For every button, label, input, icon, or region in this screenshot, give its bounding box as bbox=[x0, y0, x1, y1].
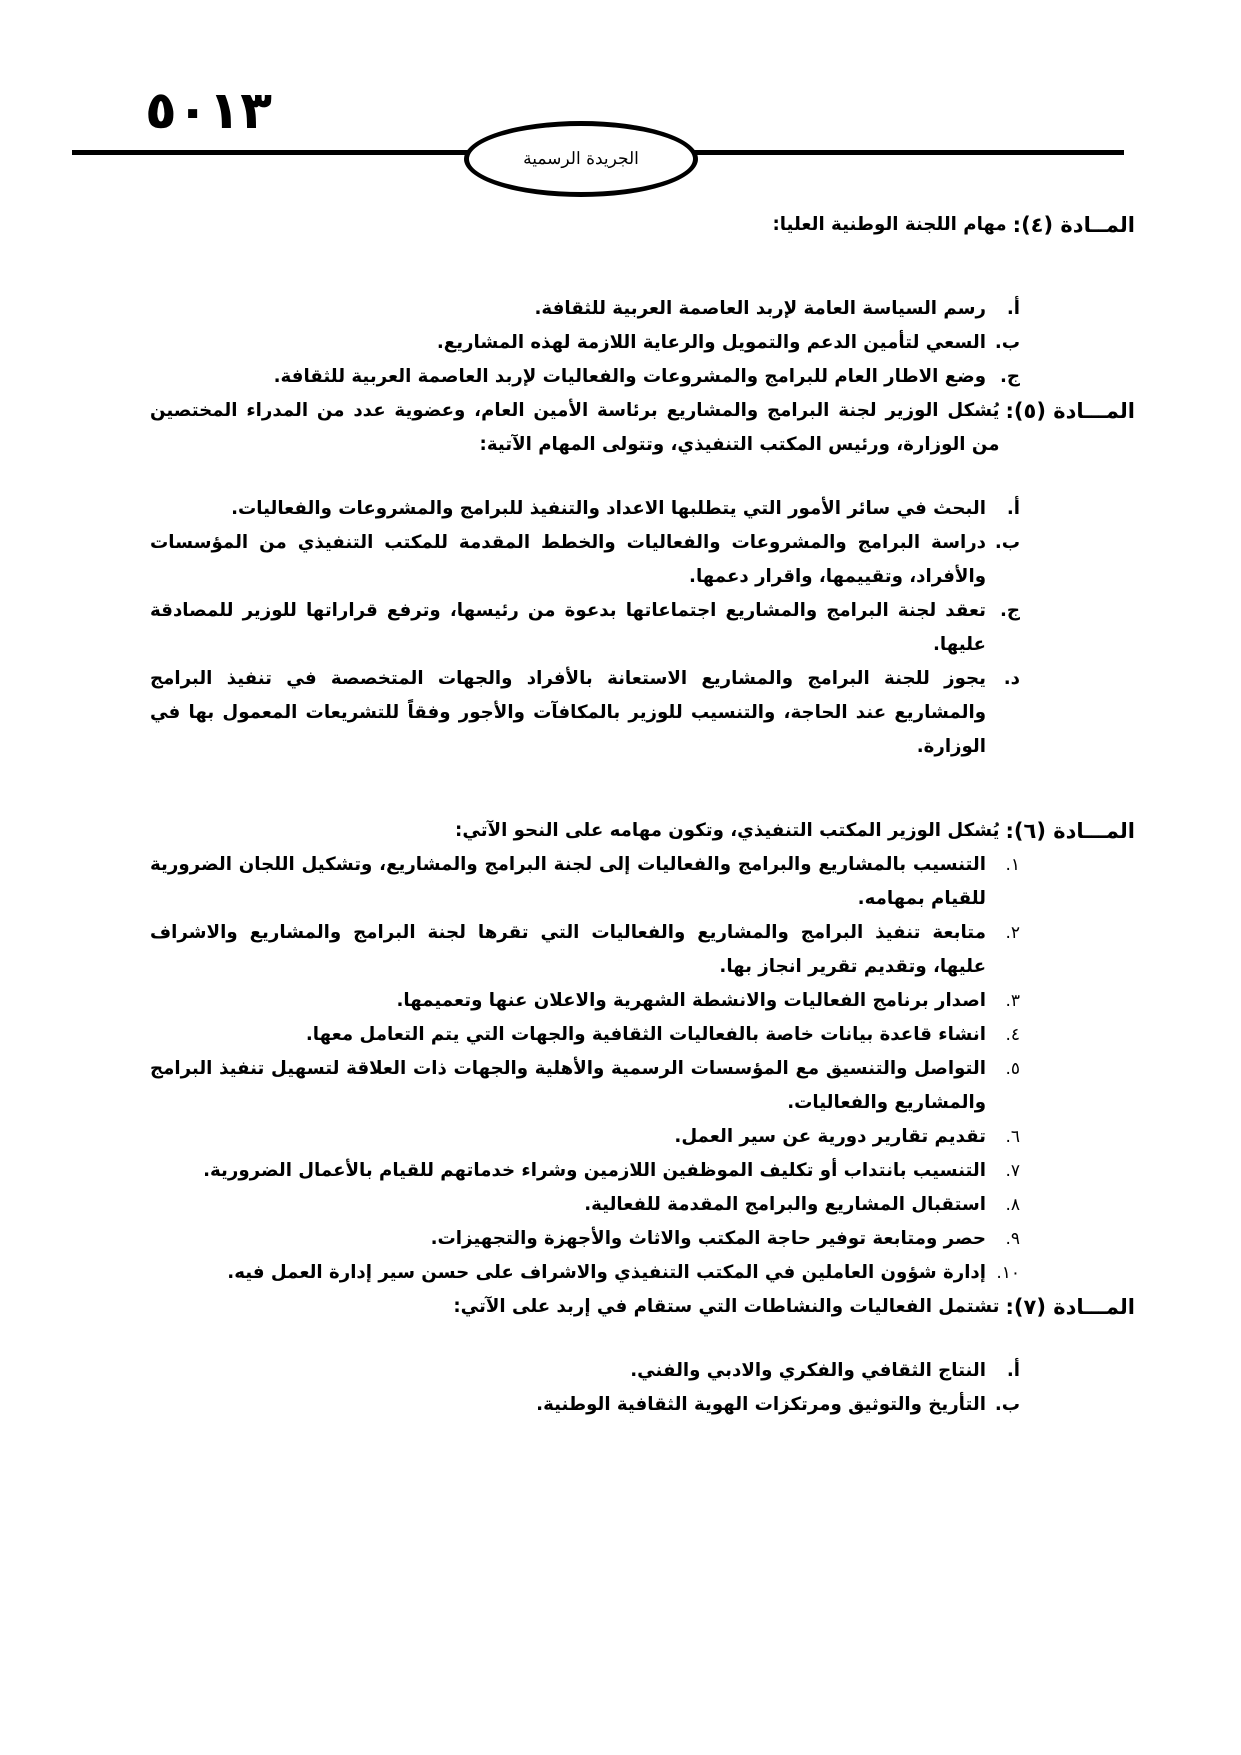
list-item bbox=[150, 1256, 1020, 1290]
item-marker: د. bbox=[1003, 668, 1020, 689]
article-6-items bbox=[150, 848, 1020, 1290]
article-5-heading bbox=[150, 394, 1135, 462]
item-marker: ب. bbox=[994, 332, 1020, 353]
article-6-label: المـــادة (٦): bbox=[1005, 819, 1135, 843]
article-4-label: المــادة (٤): bbox=[1012, 213, 1135, 237]
item-marker: ٥. bbox=[1005, 1059, 1020, 1079]
page-number: ٥٠١٣ bbox=[145, 81, 272, 141]
item-text: استقبال المشاريع والبرامج المقدمة للفعالية. bbox=[584, 1194, 986, 1215]
item-text: يجوز للجنة البرامج والمشاريع الاستعانة بالأفراد والجهات المتخصصة في تنفيذ البرامج والمشاريع عند الحاجة، والتنسيب للوزير بالمكافآت والأجور وفقاً للتشريعات المعمول بها في الوزارة. bbox=[150, 668, 986, 757]
article-6-title: يُشكل الوزير المكتب التنفيذي، وتكون مهامه على النحو الآتي: bbox=[455, 820, 1000, 841]
item-marker: ١٠. bbox=[996, 1263, 1020, 1283]
list-item bbox=[150, 848, 1020, 916]
item-text: إدارة شؤون العاملين في المكتب التنفيذي والاشراف على حسن سير إدارة العمل فيه. bbox=[227, 1262, 986, 1283]
item-marker: ٤. bbox=[1005, 1025, 1020, 1045]
item-marker: ٣. bbox=[1005, 991, 1020, 1011]
item-marker: ٨. bbox=[1005, 1195, 1020, 1215]
list-item bbox=[150, 1188, 1020, 1222]
item-marker: ٦. bbox=[1005, 1127, 1020, 1147]
list-item bbox=[150, 1154, 1020, 1188]
list-item bbox=[150, 662, 1020, 764]
item-text: انشاء قاعدة بيانات خاصة بالفعاليات الثقافية والجهات التي يتم التعامل معها. bbox=[305, 1024, 986, 1045]
list-item bbox=[150, 984, 1020, 1018]
article-4-heading bbox=[150, 208, 1135, 242]
list-item bbox=[150, 292, 1020, 326]
list-item bbox=[150, 1018, 1020, 1052]
list-item bbox=[150, 492, 1020, 526]
article-4-title: مهام اللجنة الوطنية العليا: bbox=[772, 214, 1007, 235]
item-text: وضع الاطار العام للبرامج والمشروعات والفعاليات لإربد العاصمة العربية للثقافة. bbox=[273, 366, 986, 387]
list-item bbox=[150, 916, 1020, 984]
item-text: اصدار برنامج الفعاليات والانشطة الشهرية والاعلان عنها وتعميمها. bbox=[396, 990, 986, 1011]
item-marker: ب. bbox=[994, 532, 1020, 553]
list-item bbox=[150, 360, 1020, 394]
item-marker: أ. bbox=[1006, 1360, 1020, 1381]
article-7-items bbox=[150, 1354, 1020, 1422]
list-item bbox=[150, 326, 1020, 360]
gazette-title: الجريدة الرسمية bbox=[523, 149, 639, 169]
list-item bbox=[150, 526, 1020, 594]
item-text: متابعة تنفيذ البرامج والمشاريع والفعاليات التي تقرها لجنة البرامج والمشاريع والاشراف عليها، وتقديم تقرير انجاز بها. bbox=[150, 922, 986, 977]
article-5-items bbox=[150, 492, 1020, 764]
item-text: تعقد لجنة البرامج والمشاريع اجتماعاتها بدعوة من رئيسها، وترفع قراراتها للوزير للمصادقة عليها. bbox=[150, 600, 986, 655]
item-text: البحث في سائر الأمور التي يتطلبها الاعداد والتنفيذ للبرامج والمشروعات والفعاليات. bbox=[231, 498, 986, 519]
gazette-title-oval bbox=[464, 121, 698, 197]
item-text: التواصل والتنسيق مع المؤسسات الرسمية والأهلية والجهات ذات العلاقة لتسهيل تنفيذ البرامج والمشاريع والفعاليات. bbox=[150, 1058, 986, 1113]
item-marker: ب. bbox=[994, 1394, 1020, 1415]
list-item bbox=[150, 1388, 1020, 1422]
item-marker: ج. bbox=[999, 366, 1020, 387]
item-text: التنسيب بالمشاريع والبرامج والفعاليات إلى لجنة البرامج والمشاريع، وتشكيل اللجان الضرورية للقيام بمهامه. bbox=[150, 854, 986, 909]
article-4-items bbox=[150, 292, 1020, 394]
item-marker: ج. bbox=[999, 600, 1020, 621]
item-marker: ٢. bbox=[1005, 923, 1020, 943]
item-text: التأريخ والتوثيق ومرتكزات الهوية الثقافية الوطنية. bbox=[536, 1394, 986, 1415]
item-text: التنسيب بانتداب أو تكليف الموظفين اللازمين وشراء خدماتهم للقيام بالأعمال الضرورية. bbox=[203, 1160, 986, 1181]
article-5-title: يُشكل الوزير لجنة البرامج والمشاريع برئاسة الأمين العام، وعضوية عدد من المدراء المختصين من الوزارة، ورئيس المكتب التنفيذي، وتتولى المهام الآتية: bbox=[150, 400, 1000, 455]
article-7-label: المـــادة (٧): bbox=[1005, 1295, 1135, 1319]
document-body bbox=[150, 208, 1135, 1422]
item-text: تقديم تقارير دورية عن سير العمل. bbox=[674, 1126, 986, 1147]
item-marker: ١. bbox=[1005, 855, 1020, 875]
list-item bbox=[150, 1120, 1020, 1154]
list-item bbox=[150, 1354, 1020, 1388]
item-marker: أ. bbox=[1006, 298, 1020, 319]
item-text: حصر ومتابعة توفير حاجة المكتب والاثاث والأجهزة والتجهيزات. bbox=[430, 1228, 986, 1249]
item-text: دراسة البرامج والمشروعات والفعاليات والخطط المقدمة للمكتب التنفيذي من المؤسسات والأفراد، وتقييمها، واقرار دعمها. bbox=[150, 532, 986, 587]
list-item bbox=[150, 1052, 1020, 1120]
item-text: السعي لتأمين الدعم والتمويل والرعاية اللازمة لهذه المشاريع. bbox=[436, 332, 986, 353]
item-marker: ٩. bbox=[1005, 1229, 1020, 1249]
article-5-label: المـــادة (٥): bbox=[1005, 399, 1135, 423]
item-text: رسم السياسة العامة لإربد العاصمة العربية للثقافة. bbox=[534, 298, 986, 319]
article-6-heading bbox=[150, 814, 1135, 848]
list-item bbox=[150, 594, 1020, 662]
item-marker: ٧. bbox=[1005, 1161, 1020, 1181]
item-text: النتاج الثقافي والفكري والادبي والفني. bbox=[630, 1360, 986, 1381]
article-7-heading bbox=[150, 1290, 1135, 1324]
list-item bbox=[150, 1222, 1020, 1256]
article-7-title: تشتمل الفعاليات والنشاطات التي ستقام في إربد على الآتي: bbox=[453, 1296, 1000, 1317]
item-marker: أ. bbox=[1006, 498, 1020, 519]
